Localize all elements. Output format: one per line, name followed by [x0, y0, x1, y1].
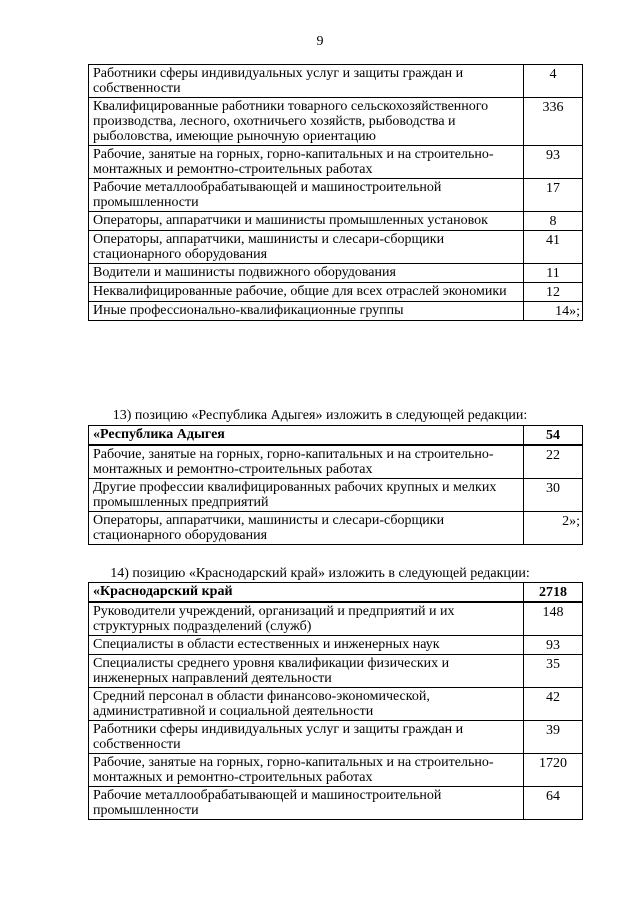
row-label: Руководители учреждений, организаций и предприятий и их структурных подразделений (служб)	[89, 602, 524, 636]
region-total: 54	[524, 426, 583, 446]
row-value: 30	[524, 479, 583, 512]
amendment-paragraph-13: 13) позицию «Республика Адыгея» изложить в следующей редакции:	[112, 408, 528, 423]
row-value: 336	[524, 98, 583, 146]
row-label: Работники сферы индивидуальных услуг и защиты граждан и собственности	[89, 65, 524, 98]
row-label: Неквалифицированные рабочие, общие для всех отраслей экономики	[89, 283, 524, 302]
table-row	[89, 602, 583, 636]
table-row	[89, 179, 583, 212]
table-row	[89, 655, 583, 688]
row-value: 64	[524, 787, 583, 820]
row-value: 41	[524, 231, 583, 264]
row-value: 8	[524, 212, 583, 231]
row-value: 2»;	[524, 512, 583, 545]
table-row	[89, 65, 583, 98]
table-header-row	[89, 426, 583, 446]
table-row	[89, 479, 583, 512]
row-value: 148	[524, 602, 583, 636]
occupation-table-krasnodar	[88, 582, 583, 820]
occupation-table-1	[88, 64, 583, 321]
row-value: 93	[524, 146, 583, 179]
row-label: Работники сферы индивидуальных услуг и защиты граждан и собственности	[89, 721, 524, 754]
table-row	[89, 512, 583, 545]
row-label: Другие профессии квалифицированных рабочих крупных и мелких промышленных предприятий	[89, 479, 524, 512]
occupation-table-adygea	[88, 425, 583, 545]
row-value: 42	[524, 688, 583, 721]
table-header-row	[89, 583, 583, 603]
table-row	[89, 445, 583, 479]
row-value: 14»;	[524, 302, 583, 321]
table-row	[89, 754, 583, 787]
table-row	[89, 283, 583, 302]
region-name: «Республика Адыгея	[89, 426, 524, 446]
table-row	[89, 721, 583, 754]
row-label: Средний персонал в области финансово-экономической, административной и социальной деятельности	[89, 688, 524, 721]
row-value: 17	[524, 179, 583, 212]
row-label: Иные профессионально-квалификационные группы	[89, 302, 524, 321]
table-row	[89, 688, 583, 721]
row-label: Рабочие, занятые на горных, горно-капитальных и на строительно-монтажных и ремонтно-строительных работах	[89, 146, 524, 179]
table-row	[89, 231, 583, 264]
row-label: Специалисты в области естественных и инженерных наук	[89, 636, 524, 655]
page-number: 9	[316, 34, 324, 49]
row-value: 1720	[524, 754, 583, 787]
row-label: Операторы, аппаратчики и машинисты промышленных установок	[89, 212, 524, 231]
table-row	[89, 98, 583, 146]
row-value: 93	[524, 636, 583, 655]
row-label: Водители и машинисты подвижного оборудования	[89, 264, 524, 283]
row-value: 4	[524, 65, 583, 98]
row-label: Операторы, аппаратчики, машинисты и слесари-сборщики стационарного оборудования	[89, 231, 524, 264]
row-value: 39	[524, 721, 583, 754]
row-label: Квалифицированные работники товарного сельскохозяйственного производства, лесного, охотничьего хозяйств, рыбоводства и рыболовства, имеющие рыночную ориентацию	[89, 98, 524, 146]
table-row	[89, 264, 583, 283]
table-row	[89, 146, 583, 179]
row-label: Рабочие, занятые на горных, горно-капитальных и на строительно-монтажных и ремонтно-строительных работах	[89, 754, 524, 787]
table-row	[89, 636, 583, 655]
row-value: 11	[524, 264, 583, 283]
table-row	[89, 787, 583, 820]
region-name: «Краснодарский край	[89, 583, 524, 603]
table-row	[89, 302, 583, 321]
row-value: 35	[524, 655, 583, 688]
row-label: Операторы, аппаратчики, машинисты и слесари-сборщики стационарного оборудования	[89, 512, 524, 545]
row-label: Специалисты среднего уровня квалификации физических и инженерных направлений деятельности	[89, 655, 524, 688]
table-row	[89, 212, 583, 231]
row-label: Рабочие, занятые на горных, горно-капитальных и на строительно-монтажных и ремонтно-строительных работах	[89, 445, 524, 479]
amendment-paragraph-14: 14) позицию «Краснодарский край» изложить в следующей редакции:	[110, 566, 530, 581]
row-value: 22	[524, 445, 583, 479]
region-total: 2718	[524, 583, 583, 603]
row-label: Рабочие металлообрабатывающей и машиностроительной промышленности	[89, 179, 524, 212]
row-label: Рабочие металлообрабатывающей и машиностроительной промышленности	[89, 787, 524, 820]
row-value: 12	[524, 283, 583, 302]
